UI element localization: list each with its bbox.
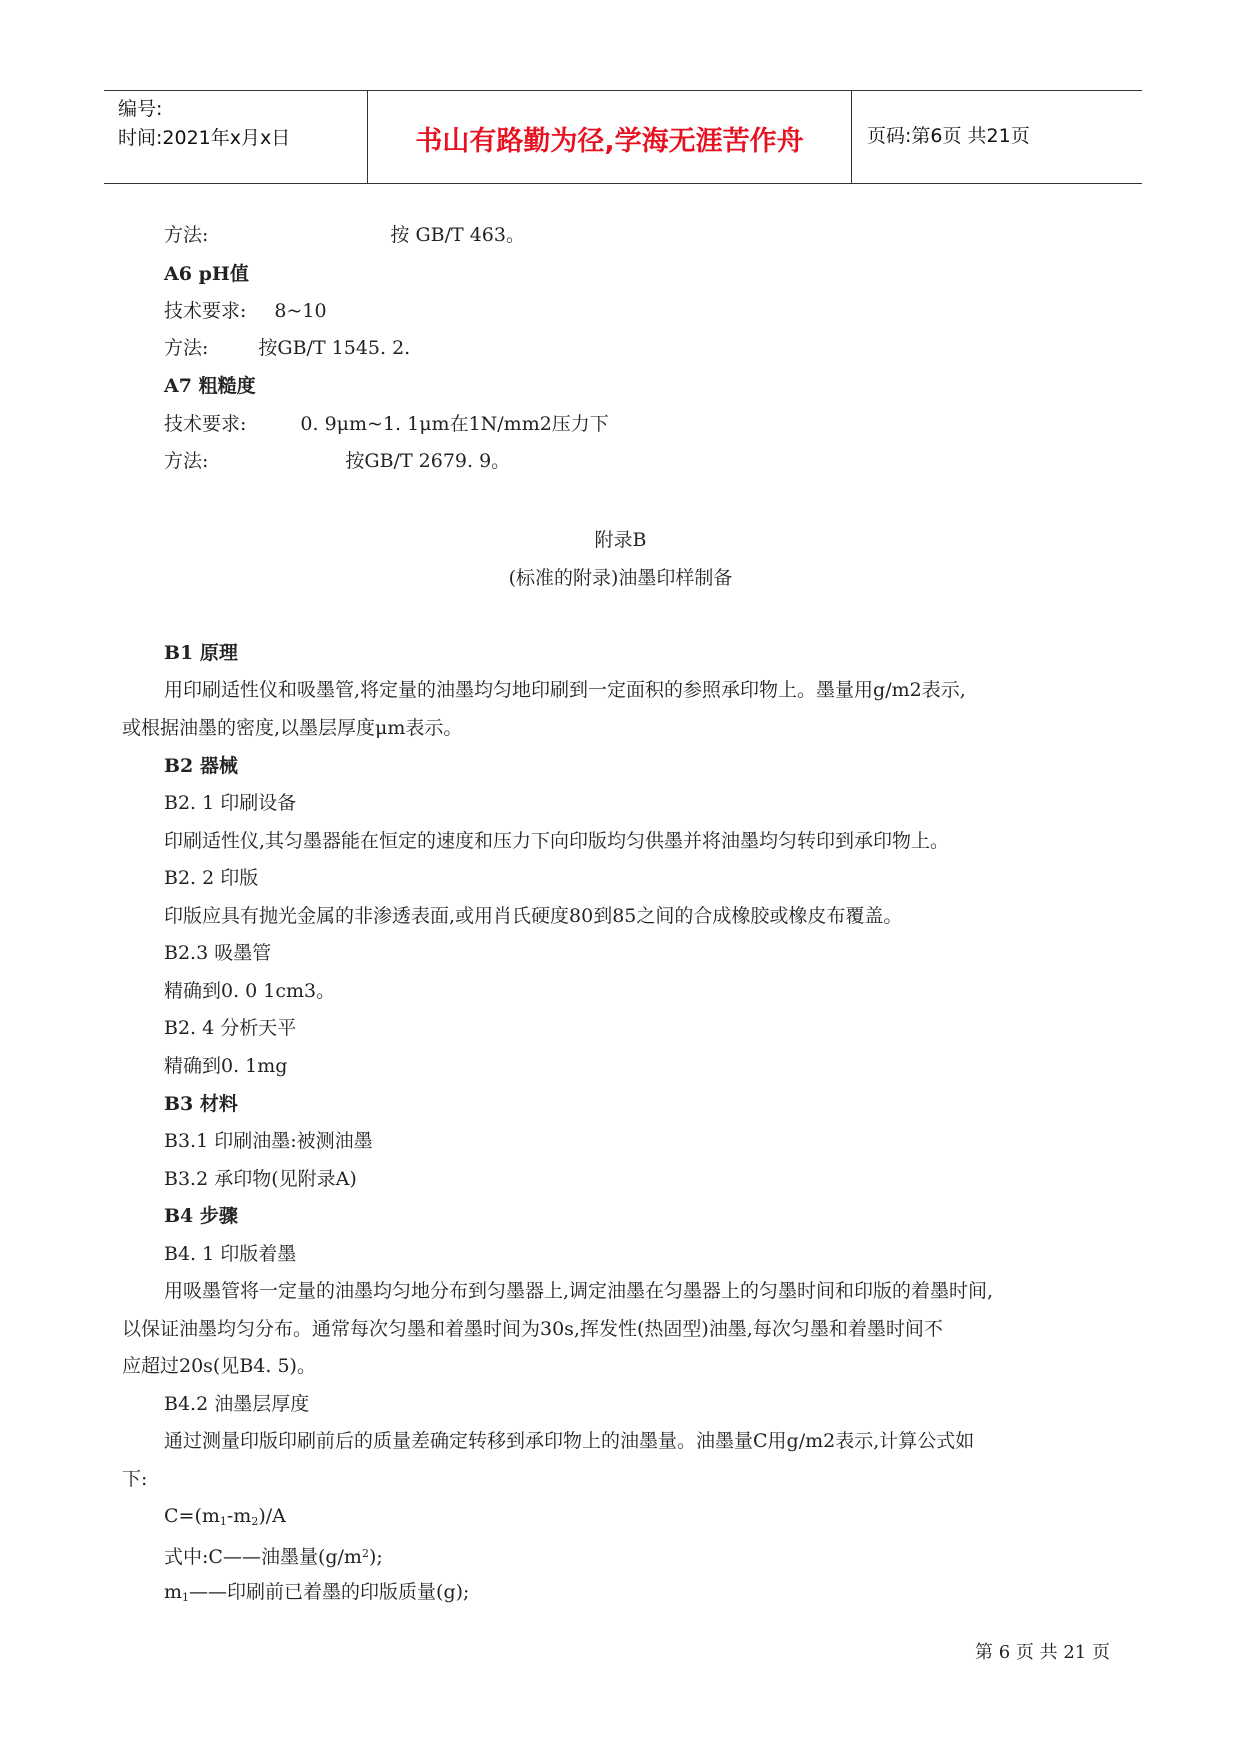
page-header (104, 90, 1142, 184)
b3-2-item: B3.2 承印物(见附录A) (164, 1168, 357, 1190)
method-label: 方法: (164, 450, 209, 472)
a6-heading: A6 pH值 (164, 263, 249, 285)
paragraph-line: 精确到0. 0 1cm3。 (164, 980, 336, 1002)
paragraph-line: 印版应具有抛光金属的非渗透表面,或用肖氏硬度80到85之间的合成橡胶或橡皮布覆盖。 (164, 905, 903, 927)
b2-heading: B2 器械 (164, 755, 238, 777)
b2-2-heading: B2. 2 印版 (164, 867, 259, 889)
method-value: 按GB/T 1545. 2. (258, 337, 411, 359)
a7-method (164, 449, 510, 473)
a6-requirement (164, 299, 327, 323)
a7-requirement (164, 412, 609, 436)
appendix-subtitle: (标准的附录)油墨印样制备 (508, 567, 733, 589)
paragraph-line: 用印刷适性仪和吸墨管,将定量的油墨均匀地印刷到一定面积的参照承印物上。墨量用g/m2表示, (164, 679, 966, 701)
method-label: 方法: (164, 337, 209, 359)
b4-1-heading: B4. 1 印版着墨 (164, 1243, 297, 1265)
paragraph-line: 以保证油墨均匀分布。通常每次匀墨和着墨时间为30s,挥发性(热固型)油墨,每次匀墨和着墨时间不 (122, 1318, 943, 1340)
paragraph-line: 精确到0. 1mg (164, 1055, 288, 1077)
formula-m1-definition: $m_1——$印刷前已着墨的印版质量(g); (164, 1581, 470, 1604)
paragraph-line: 通过测量印版印刷前后的质量差确定转移到承印物上的油墨量。油墨量C用g/m2表示,计算公式如 (164, 1430, 975, 1452)
paragraph-line: 印刷适性仪,其匀墨器能在恒定的速度和压力下向印版均匀供墨并将油墨均匀转印到承印物上。 (164, 830, 950, 852)
header-motto: 书山有路勤为径,学海无涯苦作舟 (415, 126, 804, 157)
paragraph-line: 用吸墨管将一定量的油墨均匀地分布到匀墨器上,调定油墨在匀墨器上的匀墨时间和印版的着墨时间, (164, 1280, 994, 1302)
b3-heading: B3 材料 (164, 1093, 238, 1115)
b4-heading: B4 步骤 (164, 1205, 238, 1227)
method-value: 按GB/T 2679. 9。 (345, 450, 511, 472)
ink-formula: $C=(m_1-m_2)/A$ (164, 1505, 286, 1528)
a7-heading: A7 粗糙度 (164, 375, 256, 397)
header-divider (851, 91, 852, 183)
paragraph-line: 或根据油墨的密度,以墨层厚度μm表示。 (122, 717, 463, 739)
method-value: 按 GB/T 463。 (390, 224, 525, 246)
b3-1-item: B3.1 印刷油墨:被测油墨 (164, 1130, 373, 1152)
header-page-info: 页码:第6页 共21页 (867, 125, 1030, 147)
header-meta (118, 95, 358, 153)
b2-3-heading: B2.3 吸墨管 (164, 942, 272, 964)
formula-where: 式中:C——油墨量$(g/m^2)$; (164, 1546, 383, 1568)
b4-2-heading: B4.2 油墨层厚度 (164, 1393, 310, 1415)
requirement-label: 技术要求: (164, 413, 247, 435)
paragraph-line: 应超过20s(见B4. 5)。 (122, 1355, 316, 1377)
method-label: 方法: (164, 224, 209, 246)
appendix-title: 附录B (594, 529, 647, 551)
a6-method (164, 336, 410, 360)
requirement-label: 技术要求: (164, 300, 247, 322)
b2-4-heading: B2. 4 分析天平 (164, 1017, 297, 1039)
a5-method (164, 223, 525, 247)
requirement-value: 0. 9μm~1. 1μm在1N/mm2压力下 (300, 413, 609, 435)
requirement-value: 8~10 (274, 300, 327, 322)
page-footer: 第 6 页 共 21 页 (975, 1642, 1110, 1663)
b1-heading: B1 原理 (164, 642, 238, 664)
document-time: 时间:2021年x月x日 (118, 127, 291, 149)
document-number-label: 编号: (118, 98, 163, 120)
b2-1-heading: B2. 1 印刷设备 (164, 792, 297, 814)
paragraph-line: 下: (122, 1468, 148, 1490)
